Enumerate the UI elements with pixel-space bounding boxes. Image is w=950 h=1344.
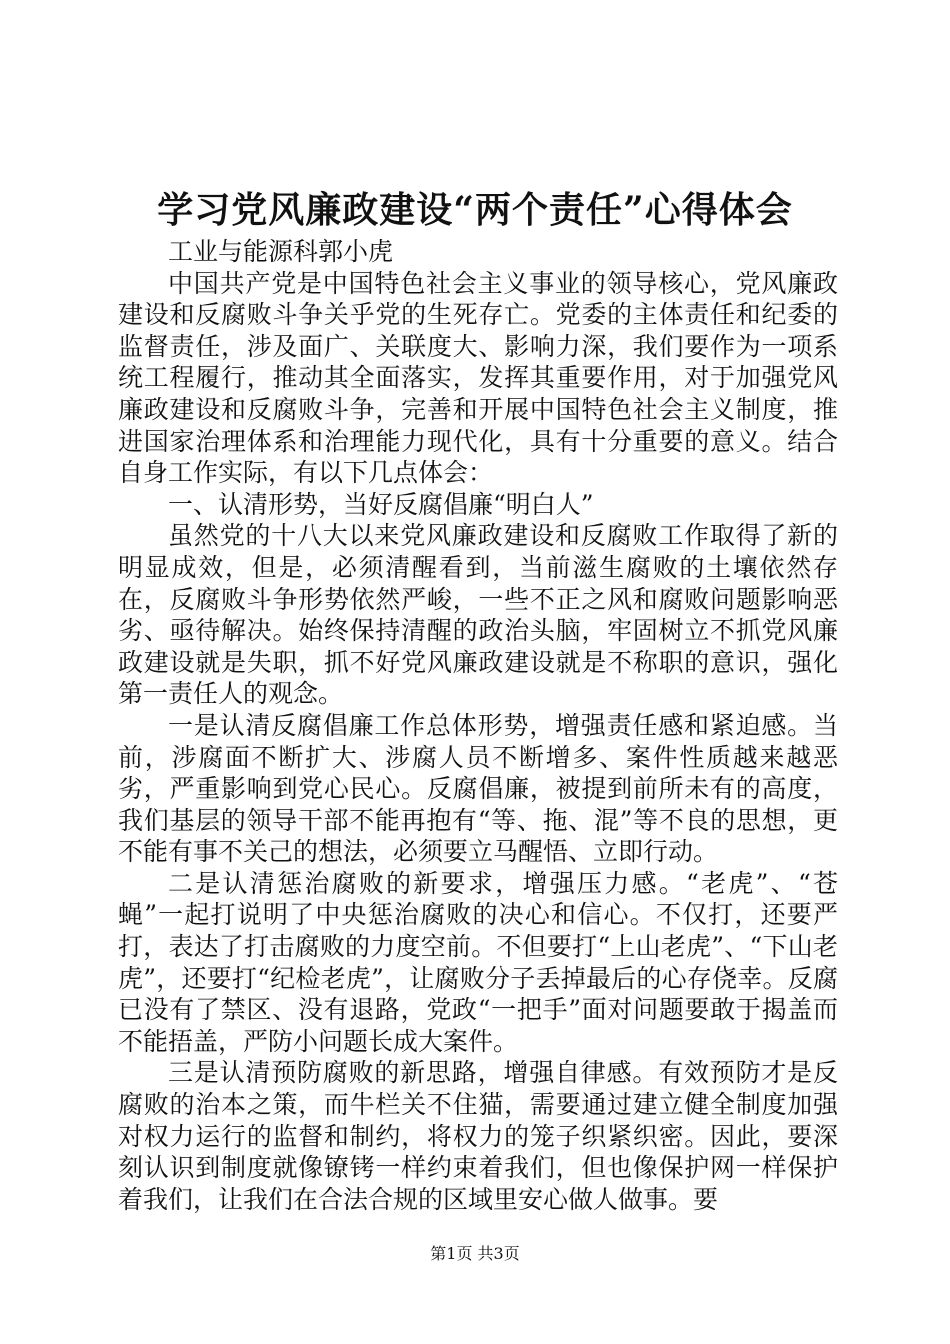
paragraph-point-three: 三是认清预防腐败的新思路，增强自律感。有效预防才是反腐败的治本之策，而牛栏关不住猫，需要通过建立健全制度加强对权力运行的监督和制约，将权力的笼子织紧织密。因此，要深刻认识到制度就像镣铐一样约束着我们，但也像保护网一样保护着我们，让我们在合法合规的区域里安心做人做事。要 [118,1058,838,1214]
paragraph-point-one: 一是认清反腐倡廉工作总体形势，增强责任感和紧迫感。当前，涉腐面不断扩大、涉腐人员不断增多、案件性质越来越恶劣，严重影响到党心民心。反腐倡廉，被提到前所未有的高度，我们基层的领导干部不能再抱有“等、拖、混”等不良的思想，更不能有事不关己的想法，必须要立马醒悟、立即行动。 [118,710,838,867]
page-number-footer: 第1页 共3页 [430,1244,520,1263]
paragraph-situation: 虽然党的十八大以来党风廉政建设和反腐败工作取得了新的明显成效，但是，必须清醒看到，当前滋生腐败的土壤依然存在，反腐败斗争形势依然严峻，一些不正之风和腐败问题影响恶劣、亟待解决。始终保持清醒的政治头脑，牢固树立不抓党风廉政建设就是失职，抓不好党风廉政建设就是不称职的意识，强化第一责任人的观念。 [118,521,838,709]
section-heading: 一、认清形势，当好反腐倡廉“明白人” [168,489,594,519]
author-line: 工业与能源科郭小虎 [168,237,394,266]
document-body [118,236,838,1215]
paragraph-intro: 中国共产党是中国特色社会主义事业的领导核心，党风廉政建设和反腐败斗争关乎党的生死存亡。党委的主体责任和纪委的监督责任，涉及面广、关联度大、影响力深，我们要作为一项系统工程履行，推动其全面落实，发挥其重要作用，对于加强党风廉政建设和反腐败斗争，完善和开展中国特色社会主义制度，推进国家治理体系和治理能力现代化，具有十分重要的意义。结合自身工作实际，有以下几点体会： [118,268,838,488]
paragraph-point-two: 二是认清惩治腐败的新要求，增强压力感。“老虎”、“苍蝇”一起打说明了中央惩治腐败的决心和信心。不仅打，还要严打，表达了打击腐败的力度空前。不但要打“上山老虎”、“下山老虎”，还要打“纪检老虎”，让腐败分子丢掉最后的心存侥幸。反腐已没有了禁区、没有退路，党政“一把手”面对问题要敢于揭盖而不能捂盖，严防小问题长成大案件。 [118,868,838,1056]
document-title: 学习党风廉政建设“两个责任”心得体会 [157,189,793,231]
